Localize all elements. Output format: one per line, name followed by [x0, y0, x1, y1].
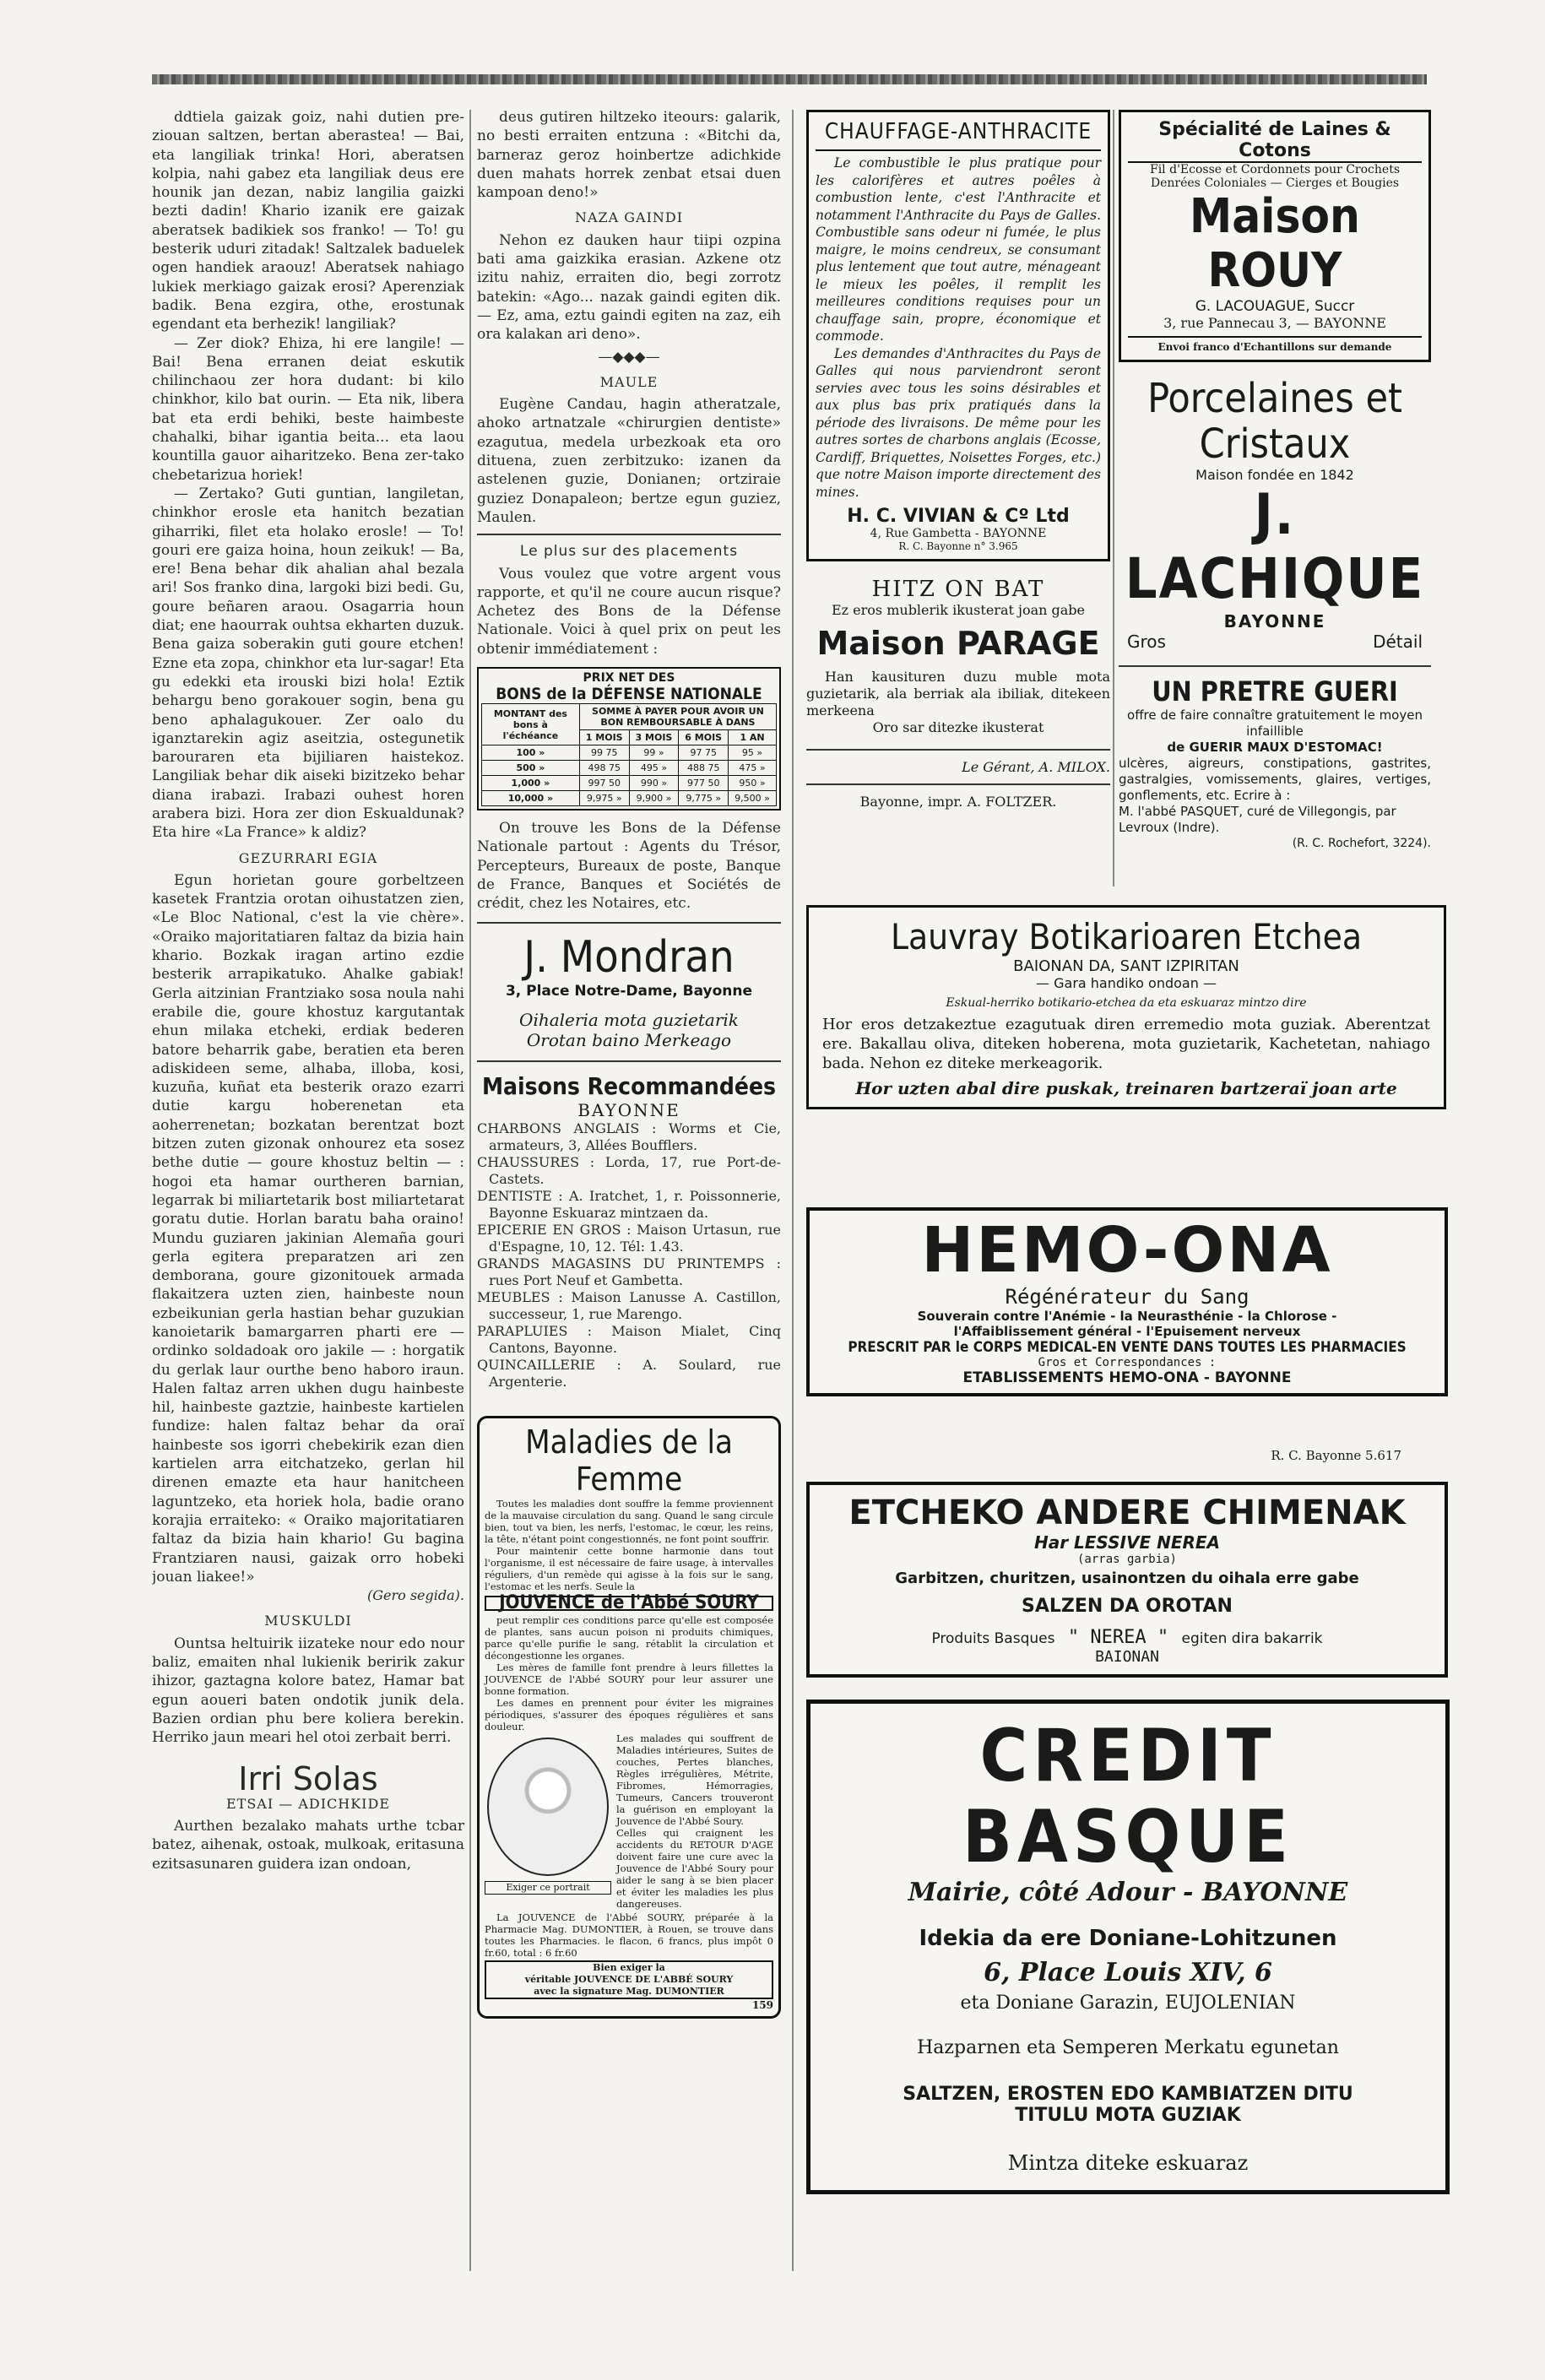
ad-line: Ez eros mublerik ikusterat joan gabe	[831, 602, 1086, 618]
section-subtitle: ETSAI — ADICHKIDE	[225, 1795, 391, 1812]
table-cell: 9,500 »	[729, 791, 777, 806]
column-basque-text	[152, 108, 464, 2337]
table-cell: 977 50	[679, 776, 729, 791]
lauvray-ad	[806, 905, 1446, 1109]
table-name: BONS de la DÉFENSE NATIONALE	[496, 685, 762, 704]
divider	[477, 1060, 781, 1062]
ad-line: PRESCRIT PAR le CORPS MEDICAL-EN VENTE DANS TOUTES LES PHARMACIES	[848, 1339, 1407, 1356]
maisons-list	[477, 1120, 781, 1391]
ad-line: SALTZEN, EROSTEN EDO KAMBIATZEN DITU	[903, 2084, 1353, 2105]
table-column-header: 3 MOIS	[629, 730, 679, 745]
chauffage-ad	[806, 110, 1110, 561]
advertiser-name: H. C. VIVIAN & Cº Ltd	[847, 506, 1070, 527]
ad-line: ETABLISSEMENTS HEMO-ONA - BAYONNE	[962, 1369, 1292, 1386]
table-cell: 99 75	[579, 745, 629, 761]
maladies-femme-ad	[477, 1416, 781, 2019]
divider	[1119, 665, 1431, 667]
signature: (Gero segida).	[366, 1587, 464, 1604]
list-item: DENTISTE : A. Iratchet, 1, r. Poissonnerie, Bayonne Eskuaraz mintzaen da.	[477, 1187, 781, 1221]
advertiser-city: BAYONNE	[1223, 611, 1326, 632]
list-item: CHARBONS ANGLAIS : Worms et Cie, armateurs, 3, Allées Boufflers.	[477, 1120, 781, 1153]
abbe-soury-portrait	[487, 1738, 609, 1876]
ad-title: Spécialité de Laines & Cotons	[1128, 119, 1422, 163]
gros-detail-row	[1119, 632, 1431, 652]
table-column-header: 1 MOIS	[579, 730, 629, 745]
paragraph: Les mères de famille font prendre à leurs fillettes la JOUVENCE de l'Abbé SOURY pour leur assurer une bonne formation.	[485, 1661, 773, 1697]
advertiser-address: 4, Rue Gambetta - BAYONNE	[870, 527, 1047, 540]
list-item: CHAUSSURES : Lorda, 17, rue Port-de-Castets.	[477, 1153, 781, 1187]
advertiser-name: Maison ROUY	[1190, 189, 1360, 298]
table-cell: 500 »	[482, 761, 580, 776]
paragraph: Les demandes d'Anthracites du Pays de Galles qui nous parviendront seront servies avec tous les soins désirables et aux plus bas prix pratiqués dans la période des livraisons. De même pour les autres sortes de charbons anglais (Ecosse, Cardiff, Briquettes, Noisettes Forges, etc.) que notre Maison importe directement des mines.	[816, 345, 1101, 500]
section-heading: MUSKULDI	[264, 1613, 352, 1629]
paragraph: On trouve les Bons de la Défense Nationale partout : Agents du Trésor, Percepteurs, Bureaux de poste, Banque de France, Banques et Sociétés de crédit, chez les Notaires, etc.	[477, 820, 781, 913]
table-header: SOMME À PAYER POUR AVOIR UN BON REMBOURSABLE À DANS	[579, 704, 776, 730]
ad-title: Porcelaines et Cristaux	[1147, 375, 1402, 468]
list-item: MEUBLES : Maison Lanusse A. Castillon, successeur, 1, rue Marengo.	[477, 1288, 781, 1322]
ad-number: 159	[751, 1998, 773, 2011]
divider	[477, 534, 781, 535]
ad-title: CREDIT BASQUE	[962, 1714, 1293, 1879]
maisons-recommandees	[477, 1072, 781, 1391]
table-title: PRIX NET DES	[583, 671, 675, 686]
table-row	[482, 745, 777, 761]
ad-line: Mintza diteke eskuaraz	[1007, 2151, 1249, 2175]
table-column-header: 6 MOIS	[679, 730, 729, 745]
ad-line: de GUERIR MAUX D'ESTOMAC!	[1167, 740, 1383, 755]
ad-line: eta Doniane Garazin, EUJOLENIAN	[960, 1992, 1296, 2014]
ad-line: offre de faire connaître gratuitement le moyen infaillible	[1127, 707, 1423, 739]
ad-line: Idekia da ere Doniane-Lohitzunen	[919, 1926, 1337, 1951]
ad-title: HEMO-ONA	[921, 1214, 1333, 1287]
ad-line: Détail	[1373, 632, 1423, 652]
table-cell: 488 75	[679, 761, 729, 776]
table-cell: 950 »	[729, 776, 777, 791]
divider	[806, 749, 1110, 751]
ad-line: — Gara handiko ondoan —	[1036, 975, 1217, 991]
paragraph: — Zertako? Guti guntian, langiletan, chinkhor erosle eta hanitch bezatian giharriki, filet eta holako erosle! — To! gouri ere gaiza hoina, houn zeikuk! — Ba, ere! Bena behar dik ahalian ahal bezala ari! Sos franko dina, largoki bizi bedi. Gu, goure beñaren araou. Osagarria houn diat; ene haourrak ouhtsa ekharten duzuk. Bena gaiza soberakin guti goure etchen! Ezne eta zopa, chinkhor eta lur-sagar! Eta gu edekki eta irouski bizi hola! Eztik behargu beno gorakouer sogin, bena gu beno aphalagukouer. Zer oalo du iganztarekin agiz aseitzia, ostegunetik barouraren eta bijiliaren haistekoz. Langiliak behar dik aiseki bizitzeko behar diana irabazi. Irabazi ouhest horen arabera bizi. Hora zer dion Eskualdunak? Eta hire «La France» k aldiz?	[152, 485, 464, 842]
bons-table-box	[477, 667, 781, 811]
ad-line: Denrées Coloniales — Cierges et Bougies	[1150, 176, 1400, 190]
imprint-line: Bayonne, impr. A. FOLTZER.	[859, 794, 1057, 810]
column-rule	[1113, 110, 1114, 886]
paragraph: Toutes les maladies dont souffre la femme proviennent de la mauvaise circulation du sang. Quand le sang circule bien, tout va bien, les nerfs, l'estomac, le cœur, les reins, la tête, n'étant point congestionnés, ne font point souffrir.	[485, 1497, 773, 1545]
ad-subtitle: Régénérateur du Sang	[1005, 1285, 1250, 1309]
paragraph: Les malades qui souffrent de Maladies intérieures, Suites de couches, Pertes blanches, Règles irrégulières, Métrite, Fibromes, Hémorragies, Tumeurs, Cancers trouveront la guérison en employant la Jouvence de l'Abbé Soury.	[616, 1732, 773, 1827]
ad-fragment: Produits Basques	[931, 1630, 1055, 1647]
portrait-side-text	[616, 1732, 773, 1910]
paragraph: Aurthen bezalako mahats urthe tcbar batez, aihenak, ostoak, mulkoak, eritasuna ezitsasunaren guidera izan ondoan,	[152, 1818, 464, 1873]
column-mixed	[477, 108, 781, 2337]
advertiser-address: 3, Place Notre-Dame, Bayonne	[505, 982, 753, 1000]
paragraph: Celles qui craignent les accidents du RETOUR D'AGE doivent faire une cure avec la Jouvence de l'Abbé Soury pour aider le sang à se bien placer et éviter les maladies les plus dangereuses.	[616, 1826, 773, 1910]
ad-line: (arras garbia)	[1076, 1553, 1177, 1566]
table-cell: 10,000 »	[482, 791, 580, 806]
list-item: PARAPLUIES : Maison Mialet, Cinq Cantons, Bayonne.	[477, 1322, 781, 1356]
column-rule	[792, 110, 794, 2271]
paragraph: Vous voulez que votre argent vous rapporte, et qu'il ne coure aucun risque? Achetez des Bons de la Défense Nationale. Voici à quel prix on peut les obtenir immédiatement :	[477, 565, 781, 658]
product-name: JOUVENCE de l'Abbé SOURY	[485, 1596, 773, 1611]
column-rule	[469, 110, 471, 2271]
paragraph: — Zer diok? Ehiza, hi ere langile! — Bai! Bena erranen deiat eskutik chilinchaou zer hora dudant: bi kilo chinkhor, kilo bat ourin. — Eta nik, libera bat eta erdi behiki, beste haimbeste chahalki, bihar igantia beita... eta laou kountilla gauor aiharitzeko. Bena zer-tako chebetarizua horiek!	[152, 334, 464, 484]
divider-ornament: —◆◆◆—	[598, 348, 660, 366]
divider	[806, 783, 1110, 785]
ad-line: Har LESSIVE NEREA	[1033, 1532, 1221, 1553]
section-heading: NAZA GAINDI	[574, 209, 684, 226]
section-subtitle: BAYONNE	[577, 1099, 680, 1120]
paragraph: Pour maintenir cette bonne harmonie dans tout l'organisme, il est nécessaire de faire usage, à intervalles réguliers, d'un remède qui agisse à la fois sur le sang, l'estomac et les nerfs. Seule la	[485, 1544, 773, 1592]
paragraph: Egun horietan goure gorbeltzeen kasetek Frantzia orotan oihustatzen zien, «Le Bloc National, c'est la vie chère». «Oraiko majoritatiaren faltaz da bizia hain khario. Bozkak iragan artino ezdie besterik arrapikatuko. Ahalke gabiak! Gerla aitzinian Frantziako sosa noula nahi erabile die, goure khostuz kargutantak ehun milaka etcheki, erdiak bederen batore beharrik gabe, beratien eta beren adiskideen seme, alhaba, illoba, kosi, kuzuña, kuñat eta besterik orazo ezarri dutie kargu hoberenetan eta aoherrenetan; bozkatan berentzat bozt bitzen zuten gizonak onhourez eta sosez bethe dutie — goure khostuz beltin — : hogoi eta hamar ourtheren barnian, legarrak bi miliartetarik bost miliartetarat goratu dutie. Horlan baratu baha oraino! Mundu guziaren jakinian Alemaña gouri gerla egitera preparatzen ari zen demborana, goure gizonitouek armada flakaitzera uzten zien, hainbeste noun ezbeikunian gerla hastian behar guzukian kanoietarik bamargarren pharti ere — ordinko soldadoak oro jakile — : horgatik du gerlak laur ourthe beno haboro iraun. Halen faltaz arren ukhen dugu hainbeste hil, hainbeste gaztzie, hainbeste kartielen fundize: halen faltaz behar da oraï hainbeste sos igorri chebekirik ezan dien kartielen arra eitchatzeko, gerlan hil direnen emazte eta haur hanitcheen laguntzeko, eta horiek hola, badie orano korajia erraiteko: « Oraiko majoritatiaren faltaz da bizia hain khario! Gu bagina Frantziaren nausi, gaizak orro hobeki jouan liakee!»	[152, 871, 464, 1586]
mondran-ad	[477, 932, 781, 1050]
portrait-row	[485, 1732, 773, 1910]
table-row	[482, 791, 777, 806]
paragraph: Nehon ez dauken haur tiipi ozpina bati ama gaizkika erasian. Azkene otz izitu nahiz, erraiten dio, begi zorrotz batekin: «Ago... nazak gaindi egiten dik. — Ez, ama, eztu gaindi egiten na zaz, eih ora kalakan ari deno».	[477, 231, 781, 344]
ad-title: UN PRETRE GUERI	[1152, 675, 1398, 707]
section-heading: GEZURRARI EGIA	[238, 849, 378, 866]
table-column-header: 1 AN	[729, 730, 777, 745]
ad-title: Lauvray Botikarioaren Etchea	[890, 916, 1363, 957]
section-heading: MAULE	[599, 373, 659, 390]
column-ads-2	[1119, 110, 1431, 852]
prix-table	[481, 703, 777, 806]
paragraph: Ountsa heltuirik iizateke nour edo nour baliz, emaiten nhal lukienik beririk zakur ihizor, gaztagna kolore batez, Hamar bat egun aoueri baten ondotik junik dela. Bazien ordian phu bere koliera berekin. Herriko jaun meari hel otoi zerbait berri.	[152, 1635, 464, 1747]
list-item: GRANDS MAGASINS DU PRINTEMPS : rues Port Neuf et Gambetta.	[477, 1255, 781, 1288]
table-cell: 495 »	[629, 761, 679, 776]
ad-line: Gros	[1127, 632, 1166, 652]
paragraph: Le combustible le plus pratique pour les calorifères et autres poêles à combustion lente, c'est l'Anthracite et notamment l'Anthracite du Pays de Galles. Combustible sans odeur ni fumée, le plus maigre, le moins cendreux, se consumant plus lentement que tout autre, ménageant le mieux les poêles, il remplit les meilleures conditions requises pour un chauffage sain, propre, économique et commode.	[816, 155, 1101, 344]
ad-line: Gros et Correspondances :	[1038, 1356, 1217, 1369]
footer-line: véritable JOUVENCE DE L'ABBÉ SOURY	[524, 1973, 734, 1985]
registration-number: R. C. Bayonne n° 3.965	[898, 540, 1018, 552]
registration-number: R. C. Bayonne 5.617	[1271, 1448, 1401, 1463]
ad-line: Envoi franco d'Echantillons sur demande	[1128, 336, 1422, 353]
table-cell: 95 »	[729, 745, 777, 761]
portrait-block	[485, 1732, 611, 1910]
ad-line: 6, Place Louis XIV, 6	[984, 1958, 1272, 1987]
pretre-ad	[1119, 675, 1431, 852]
section-title: Irri Solas	[238, 1759, 378, 1797]
table-header: MONTANT des bons à l'échéance	[482, 704, 580, 745]
table-cell: 99 »	[629, 745, 679, 761]
paragraph: Han kausituren duzu muble mota guzietarik, ala berriak ala ibiliak, ditekeen merkeena	[806, 669, 1110, 718]
table-cell: 100 »	[482, 745, 580, 761]
ad-line: Oro sar ditezke ikusterat	[872, 719, 1044, 735]
ad-line: Maison fondée en 1842	[1195, 467, 1354, 483]
article-body	[477, 108, 781, 659]
ad-subtitle: Mairie, côté Adour - BAYONNE	[908, 1878, 1348, 1907]
ad-line: SALZEN DA OROTAN	[1022, 1596, 1233, 1617]
advertiser-name: Maison PARAGE	[816, 625, 1100, 662]
table-row	[482, 761, 777, 776]
ad-line: l'Affaiblissement général - l'Epuisement nerveux	[953, 1324, 1301, 1339]
advertiser-name: J. LACHIQUE	[1125, 482, 1425, 611]
ad-line: Souverain contre l'Anémie - la Neurasthénie - la Chlorose -	[917, 1309, 1337, 1324]
gerant-line: Le Gérant, A. MILOX.	[962, 759, 1110, 775]
paragraph: Les dames en prennent pour éviter les migraines périodiques, s'assurer des époques régulières et sans douleur.	[485, 1696, 773, 1732]
table-row	[482, 776, 777, 791]
table-cell: 9,775 »	[679, 791, 729, 806]
list-item: QUINCAILLERIE : A. Soulard, rue Argenterie.	[477, 1356, 781, 1390]
lachique-ad	[1119, 376, 1431, 652]
brand-name: " NEREA "	[1067, 1627, 1169, 1648]
parage-ad	[806, 577, 1110, 735]
table-cell: 97 75	[679, 745, 729, 761]
credit-basque-ad	[806, 1700, 1450, 2194]
ad-line: Garbitzen, churitzen, usainontzen du oihala erre gabe	[895, 1569, 1359, 1587]
section-title: Maisons Recommandées	[481, 1071, 777, 1100]
ad-title: ETCHEKO ANDERE CHIMENAK	[848, 1494, 1406, 1532]
article-body	[477, 819, 781, 913]
table-cell: 498 75	[579, 761, 629, 776]
paragraph: peut remplir ces conditions parce qu'elle est composée de plantes, sans aucun poison ni produits chimiques, parce qu'elle purifie le sang, rétablit la circulation et décongestionne les organes.	[485, 1613, 773, 1662]
ad-footer	[485, 1960, 773, 1999]
portrait-caption: Exiger ce portrait	[485, 1881, 611, 1895]
ad-body	[1119, 707, 1431, 852]
table-cell: 1,000 »	[482, 776, 580, 791]
etcheko-ad	[806, 1482, 1448, 1678]
ad-title: Maladies de la Femme	[525, 1423, 733, 1498]
table-cell: 9,975 »	[579, 791, 629, 806]
table-cell: 990 »	[629, 776, 679, 791]
table-cell: 475 »	[729, 761, 777, 776]
ad-line: Oihaleria mota guzietarik	[519, 1009, 739, 1030]
ad-line: Hor uzten abal dire puskak, treinaren bartzeraï joan arte	[855, 1078, 1397, 1098]
ad-body	[485, 1498, 773, 2011]
ad-line	[823, 1627, 1431, 1648]
article-body	[152, 108, 464, 1873]
paragraph: deus gutiren hiltzeko iteours: galarik, no besti erraiten entzuna : «Bitchi da, barneraz geroz hoinbertze adichkide duen mahats horrek zenbat etsai duen kampoan deno!»	[477, 109, 781, 202]
ad-line: ulcères, aigreurs, constipations, gastrites, gastralgies, vomissements, glaires, vertiges, gonflements, etc. Ecrire à :	[1119, 756, 1431, 803]
ad-line: M. l'abbé PASQUET, curé de Villegongis, par Levroux (Indre).	[1119, 804, 1396, 835]
ad-line: BAIONAN DA, SANT IZPIRITAN	[1013, 957, 1239, 975]
ad-title: HITZ ON BAT	[871, 577, 1045, 602]
paragraph: Hor eros detzakeztue ezagutuak diren erremedio mota guziak. Aberentzat ere. Bakallau oliva, diteken hoberena, mota guzietarik, Kachetetan, nahiago bada. Nehon ez diteke merkeagorik.	[822, 1016, 1430, 1072]
footer-line: Bien exiger la	[593, 1961, 665, 1973]
paragraph: ddtiela gaizak goiz, nahi dutien pre-ziouan saltzen, bertan aberastea! — Bai, eta langiliak trinka! Hori, aberatsen kolpia, nahi gabez eta langiliak deus ere hounik jan dezan, nabiz langilia gaizki bezti dadin! Khario izanik ere gaizak aberatsek badikiek sos franko! — To! gu besterik uduri zitadak! Saltzalek baduelek ogen handiek araouz! Aberatsek nahiago lukiek merkiago gaizak erosi? Aperenziak badik. Bena ezgira, othe, erostunak egendant eta berhezik! langiliak?	[152, 109, 464, 333]
ad-line: TITULU MOTA GUZIAK	[1015, 2105, 1241, 2126]
ad-line: Fil d'Ecosse et Cordonnets pour Crochets	[1149, 163, 1401, 176]
rouy-ad	[1119, 110, 1431, 362]
divider	[477, 922, 781, 924]
hemo-ona-ad	[806, 1207, 1448, 1396]
ad-line: G. LACOUAGUE, Succr	[1195, 298, 1355, 315]
registration-number: (R. C. Rochefort, 3224).	[1292, 837, 1431, 850]
advertiser-address: 3, rue Pannecau 3, — BAYONNE	[1163, 315, 1386, 331]
paragraph: Eugène Candau, hagin atheratzale, ahoko artnatzale «chirurgien dentiste» ezagutua, medela urbezkoak eta oro dituena, zuen zerbitzuko: izanen da astelenen guzie, Donianen; ortziraie guziez Donapaleon; bertze egun guziez, Maulen.	[477, 396, 781, 526]
footer-line: avec la signature Mag. DUMONTIER	[534, 1985, 724, 1997]
table-cell: 997 50	[579, 776, 629, 791]
masthead-rule	[152, 74, 1427, 84]
ad-line: Orotan baino Merkeago	[526, 1029, 732, 1050]
paragraph: La JOUVENCE de l'Abbé SOURY, préparée à la Pharmacie Mag. DUMONTIER, à Rouen, se trouve dans toutes les Pharmacies. le flacon, 6 francs, plus impôt 0 fr.60, total : 6 fr.60	[485, 1911, 773, 1959]
list-item: EPICERIE EN GROS : Maison Urtasun, rue d'Espagne, 10, 12. Tél: 1.43.	[477, 1221, 781, 1255]
ad-line: Hazparnen eta Semperen Merkatu egunetan	[917, 2037, 1339, 2058]
ad-body	[816, 155, 1101, 501]
ad-line: BAIONAN	[1095, 1648, 1159, 1666]
ad-line: Eskual-herriko botikario-etchea da eta eskuaraz mintzo dire	[946, 996, 1307, 1010]
table-cell: 9,900 »	[629, 791, 679, 806]
ad-fragment: egiten dira bakarrik	[1181, 1630, 1323, 1647]
ad-title: CHAUFFAGE-ANTHRACITE	[816, 119, 1101, 151]
advertiser-name: J. Mondran	[523, 931, 735, 983]
column-ads-1	[806, 110, 1110, 810]
section-heading: Le plus sur des placements	[519, 543, 739, 561]
